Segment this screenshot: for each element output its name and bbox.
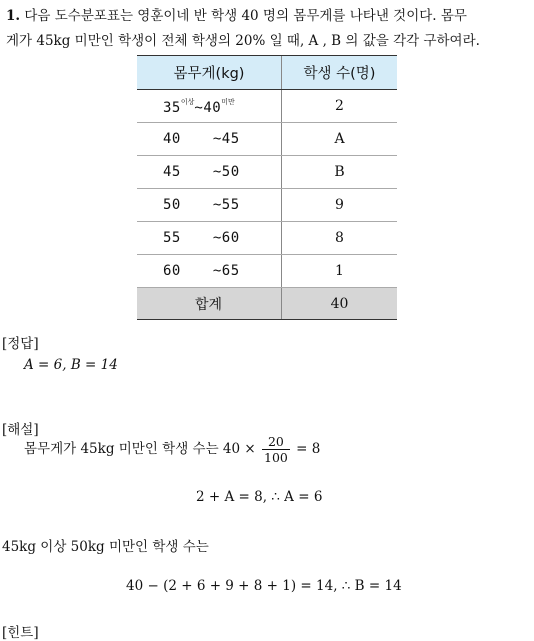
answer-label: [정답]	[2, 336, 39, 352]
column-header-count: 학생 수(명)	[282, 56, 398, 90]
count-cell: B	[282, 156, 398, 189]
weight-range-cell	[137, 189, 282, 222]
frequency-table	[137, 55, 397, 320]
range-from: 40	[163, 131, 181, 147]
count-cell: 2	[282, 90, 398, 123]
weight-range-cell	[137, 123, 282, 156]
table-header-row	[137, 56, 397, 90]
explanation-line1	[24, 434, 320, 465]
problem-text-line1: 다음 도수분포표는 영훈이네 반 학생 40 명의 몸무게를 나타낸 것이다. 몸무	[24, 8, 467, 24]
weight-range-cell	[137, 90, 282, 123]
range-to: ~45	[212, 131, 240, 147]
range-to: ~60	[212, 230, 240, 246]
problem-text-line2: 게가 45kg 미만인 학생이 전체 학생의 20% 일 때, A , B 의 값을 각각 구하여라.	[6, 33, 480, 49]
column-header-weight: 몸무게(kg)	[137, 56, 282, 90]
table-row	[137, 222, 397, 255]
fraction-denominator: 100	[264, 450, 288, 465]
weight-range-cell	[137, 222, 282, 255]
range-to: ~50	[212, 164, 240, 180]
explanation-line1-suffix: = 8	[296, 441, 321, 457]
answer-text: A = 6, B = 14	[24, 357, 118, 373]
hint-label: [힌트]	[2, 625, 39, 641]
total-count: 40	[282, 288, 398, 320]
count-cell: A	[282, 123, 398, 156]
range-to: ~55	[212, 197, 240, 213]
fraction	[262, 434, 290, 465]
table-row	[137, 90, 397, 123]
table-row	[137, 189, 397, 222]
table-row	[137, 123, 397, 156]
range-to-note: 미만	[221, 97, 235, 106]
explanation-line2: 2 + A = 8, ∴ A = 6	[196, 489, 323, 505]
table-row	[137, 156, 397, 189]
range-from: 55	[163, 230, 181, 246]
count-cell: 1	[282, 255, 398, 288]
problem-number: 1.	[6, 8, 21, 24]
range-to: ~40	[194, 99, 222, 116]
range-to: ~65	[212, 263, 240, 279]
explanation-line4: 40 − (2 + 6 + 9 + 8 + 1) = 14, ∴ B = 14	[126, 578, 402, 594]
range-from: 60	[163, 263, 181, 279]
count-cell: 9	[282, 189, 398, 222]
total-label: 합계	[137, 288, 282, 320]
table-total-row	[137, 288, 397, 320]
fraction-numerator: 20	[262, 434, 290, 450]
weight-range-cell	[137, 156, 282, 189]
count-cell: 8	[282, 222, 398, 255]
range-from: 50	[163, 197, 181, 213]
range-from: 45	[163, 164, 181, 180]
explanation-line3: 45kg 이상 50kg 미만인 학생 수는	[2, 539, 209, 555]
explanation-line1-prefix: 몸무게가 45kg 미만인 학생 수는 40 ×	[24, 441, 256, 457]
explanation-label: [해설]	[2, 422, 39, 438]
problem-statement	[6, 4, 530, 54]
weight-range-cell	[137, 255, 282, 288]
table-row	[137, 255, 397, 288]
range-from: 35	[163, 99, 181, 116]
range-from-note: 이상	[180, 97, 195, 106]
